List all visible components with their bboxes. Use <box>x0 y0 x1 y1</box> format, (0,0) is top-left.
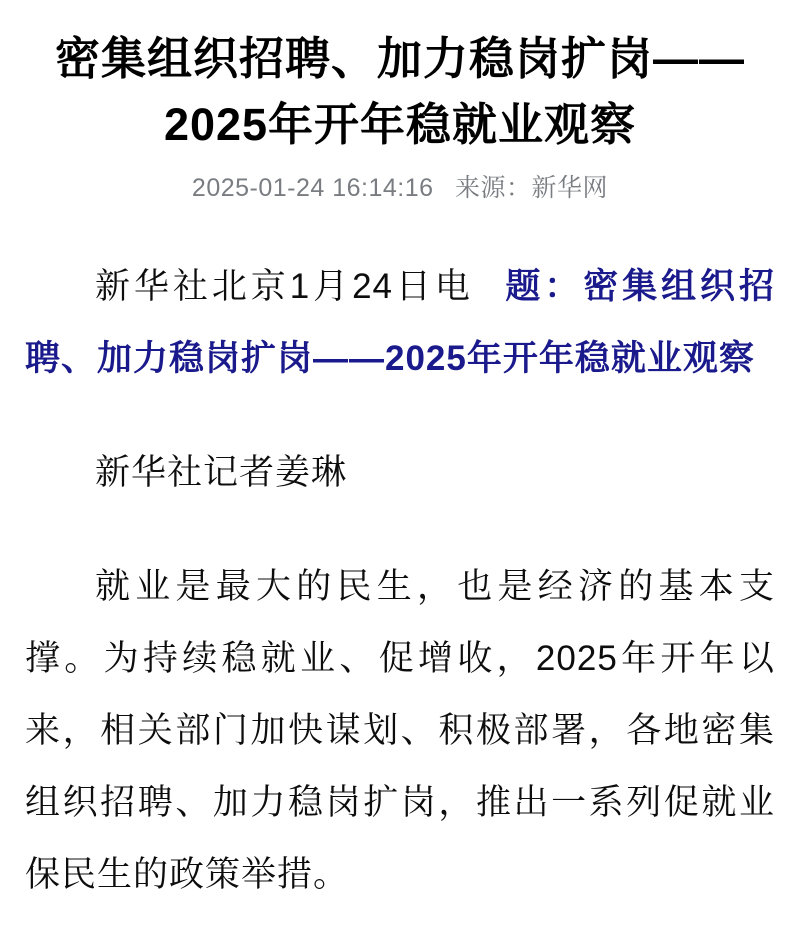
title-line-2: 2025年开年稳就业观察 <box>163 99 637 150</box>
source-name: 新华网 <box>531 174 609 202</box>
article-header <box>25 26 775 203</box>
dateline-paragraph <box>25 251 775 395</box>
byline-paragraph: 新华社记者姜琳 <box>95 453 348 492</box>
article-body <box>25 251 775 911</box>
title-line-1: 密集组织招聘、加力稳岗扩岗—— <box>54 33 745 84</box>
body-paragraph: 就业是最大的民生，也是经济的基本支撑。为持续稳就业、促增收，2025年开年以来，相关部门加快谋划、积极部署，各地密集组织招聘、加力稳岗扩岗，推出一系列促就业保民生的政策举措。 <box>25 567 775 894</box>
publish-datetime: 2025-01-24 16:14:16 <box>191 174 434 202</box>
source-label: 来源： <box>455 174 532 202</box>
article-title <box>25 26 775 158</box>
source <box>455 174 608 202</box>
dateline: 新华社北京1月24日电 <box>95 267 474 306</box>
article-subtitle: 题：密集组织招聘、加力稳岗扩岗——2025年开年稳就业观察 <box>25 267 775 378</box>
article-meta <box>25 174 775 203</box>
